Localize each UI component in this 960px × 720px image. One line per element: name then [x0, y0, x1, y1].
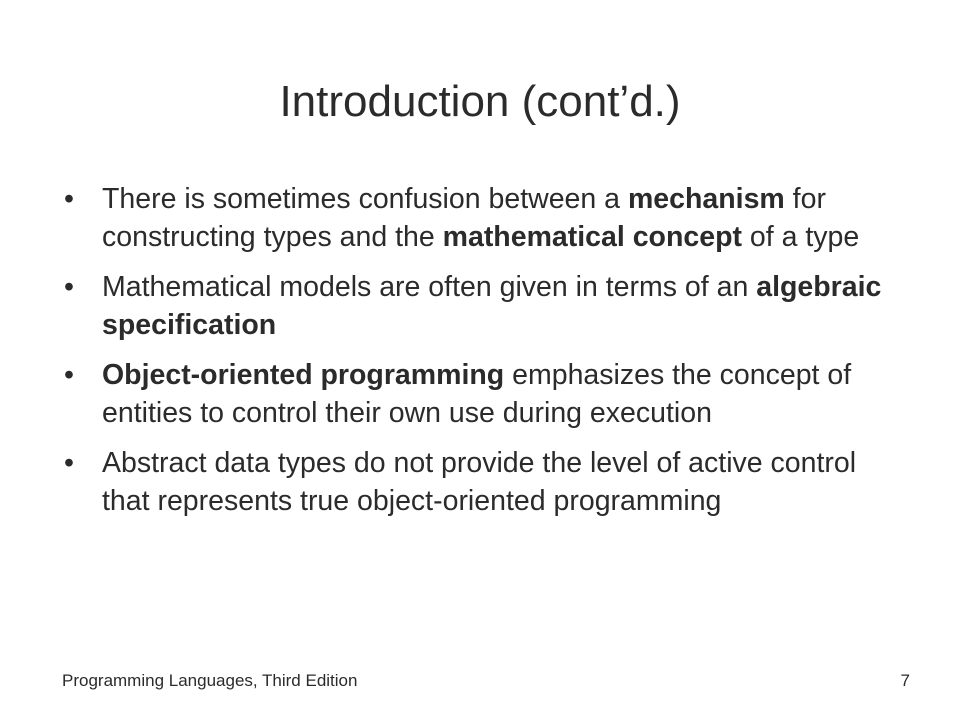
bullet-text	[102, 447, 856, 517]
bullet-item	[62, 356, 902, 432]
bullet-bold-term: algebraic specification	[102, 271, 882, 341]
footer-page-number: 7	[900, 671, 910, 690]
bullet-item	[62, 180, 902, 256]
bullet-list	[62, 180, 902, 532]
bullet-text	[102, 183, 859, 253]
bullet-marker: •	[64, 447, 74, 479]
bullet-segment: Mathematical models are often given in terms of an	[102, 271, 757, 303]
bullet-segment: emphasizes the concept of entities to control their own use during execution	[102, 359, 852, 429]
bullet-text	[102, 359, 851, 429]
bullet-segment: for constructing types and the	[102, 183, 826, 253]
bullet-bold-term: mechanism	[627, 183, 785, 215]
bullet-bold-term: Object-oriented programming	[102, 359, 505, 391]
slide-title: Introduction (cont’d.)	[279, 77, 681, 126]
bullet-segment: There is sometimes confusion between a	[102, 183, 628, 215]
bullet-bold-term: mathematical concept	[442, 221, 742, 253]
bullet-marker: •	[64, 359, 74, 391]
footer-book-title: Programming Languages, Third Edition	[62, 671, 358, 690]
bullet-item	[62, 268, 902, 344]
bullet-marker: •	[64, 271, 74, 303]
bullet-text	[102, 271, 881, 341]
bullet-marker: •	[64, 183, 74, 215]
bullet-segment: of a type	[741, 221, 860, 253]
bullet-segment: Abstract data types do not provide the level of active control that represents true object-oriented programming	[102, 447, 857, 517]
bullet-item	[62, 444, 902, 520]
